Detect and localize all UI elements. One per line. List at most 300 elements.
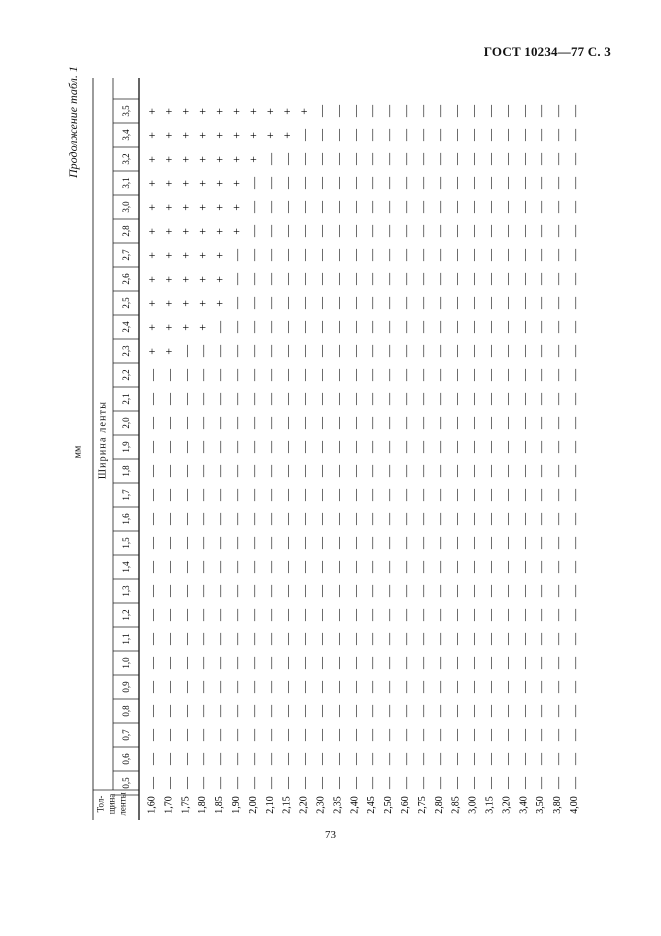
thickness-label-1-75: 1,75 xyxy=(180,796,192,814)
cell-plus: + xyxy=(148,152,156,166)
cell-dash: — xyxy=(567,681,582,693)
cell-dash: — xyxy=(178,441,193,453)
cell-dash: — xyxy=(297,633,312,645)
cell-dash: — xyxy=(212,345,227,357)
cell-dash: — xyxy=(533,321,548,333)
cell-dash: — xyxy=(246,225,261,237)
cell-dash: — xyxy=(364,201,379,213)
cell-dash: — xyxy=(415,177,430,189)
cell-dash: — xyxy=(314,729,328,741)
cell-dash: — xyxy=(330,225,345,237)
cell-dash: — xyxy=(415,201,430,213)
cell-dash: — xyxy=(297,225,312,237)
cell-dash: — xyxy=(415,249,430,261)
cell-dash: — xyxy=(466,177,481,189)
cell-dash: — xyxy=(415,105,430,117)
width-label-1-6: 1,6 xyxy=(121,513,131,525)
cell-plus: + xyxy=(199,248,207,262)
cell-dash: — xyxy=(432,393,447,405)
cell-dash: — xyxy=(483,465,497,477)
cell-dash: — xyxy=(483,225,497,237)
cell-dash: — xyxy=(398,513,413,525)
cell-dash: — xyxy=(229,561,244,573)
width-label-3-2: 3,2 xyxy=(121,153,131,165)
cell-plus: + xyxy=(216,128,223,142)
cell-dash: — xyxy=(246,609,261,621)
cell-dash: — xyxy=(483,489,497,501)
cell-dash: — xyxy=(347,537,362,549)
cell-dash: — xyxy=(229,729,244,741)
cell-dash: — xyxy=(499,273,514,286)
cell-dash: — xyxy=(550,273,565,285)
cell-plus: + xyxy=(165,296,173,310)
cell-dash: — xyxy=(246,273,261,285)
cell-dash: — xyxy=(415,225,430,237)
width-label-2-3: 2,3 xyxy=(121,345,131,357)
cell-dash: — xyxy=(432,369,447,381)
cell-dash: — xyxy=(280,657,295,669)
cell-dash: — xyxy=(483,681,497,693)
cell-dash: — xyxy=(499,585,514,597)
cell-dash: — xyxy=(145,537,159,549)
cell-dash: — xyxy=(364,345,379,357)
cell-dash: — xyxy=(297,321,312,333)
cell-dash: — xyxy=(161,417,176,429)
cell-dash: — xyxy=(466,777,481,789)
cell-dash: — xyxy=(567,297,582,309)
cell-dash: — xyxy=(314,153,328,165)
thickness-label-2-30: 2,30 xyxy=(315,796,327,814)
cell-dash: — xyxy=(449,489,464,501)
cell-dash: — xyxy=(145,561,159,573)
cell-dash: — xyxy=(449,273,464,285)
cell-dash: — xyxy=(280,297,295,309)
cell-dash: — xyxy=(415,465,430,477)
cell-dash: — xyxy=(178,489,193,501)
cell-dash: — xyxy=(415,777,430,789)
cell-dash: — xyxy=(415,441,430,453)
cell-dash: — xyxy=(432,729,447,741)
cell-dash: — xyxy=(567,537,582,549)
cell-dash: — xyxy=(398,105,413,117)
cell-dash: — xyxy=(178,609,193,621)
cell-dash: — xyxy=(567,321,582,333)
cell-plus: + xyxy=(148,248,156,262)
cell-dash: — xyxy=(381,177,396,189)
cell-dash: — xyxy=(381,201,396,213)
cell-dash: — xyxy=(314,633,328,645)
cell-dash: — xyxy=(466,369,481,381)
cell-plus: + xyxy=(266,104,274,118)
cell-dash: — xyxy=(246,657,261,669)
cell-dash: — xyxy=(330,297,345,309)
cell-dash: — xyxy=(550,177,565,189)
cell-dash: — xyxy=(516,249,531,261)
cell-dash: — xyxy=(449,321,464,333)
cell-dash: — xyxy=(567,345,582,357)
cell-dash: — xyxy=(415,705,430,717)
cell-dash: — xyxy=(347,369,362,381)
cell-plus: + xyxy=(250,104,257,118)
width-label-1-9: 1,9 xyxy=(121,441,131,453)
cell-dash: — xyxy=(330,465,345,477)
cell-dash: — xyxy=(516,273,531,285)
cell-dash: — xyxy=(516,705,531,717)
cell-dash: — xyxy=(178,681,193,693)
cell-dash: — xyxy=(263,513,278,525)
cell-dash: — xyxy=(280,249,295,261)
cell-dash: — xyxy=(330,129,345,141)
cell-dash: — xyxy=(483,129,497,141)
cell-dash: — xyxy=(347,177,362,189)
cell-dash: — xyxy=(347,513,362,525)
cell-dash: — xyxy=(466,465,481,477)
cell-dash: — xyxy=(381,393,396,405)
cell-dash: — xyxy=(533,753,548,765)
cell-dash: — xyxy=(483,777,497,789)
cell-dash: — xyxy=(499,225,514,238)
cell-dash: — xyxy=(449,105,464,117)
cell-dash: — xyxy=(364,561,379,573)
cell-dash: — xyxy=(432,537,447,549)
thickness-label-1-60: 1,60 xyxy=(146,796,158,814)
cell-dash: — xyxy=(195,729,210,741)
cell-plus: + xyxy=(233,104,240,118)
cell-dash: — xyxy=(330,753,345,765)
cell-dash: — xyxy=(161,633,176,645)
cell-dash: — xyxy=(263,225,278,237)
cell-plus: + xyxy=(216,272,223,286)
cell-dash: — xyxy=(567,729,582,741)
cell-dash: — xyxy=(263,561,278,573)
cell-dash: — xyxy=(178,369,193,381)
cell-dash: — xyxy=(280,321,295,333)
cell-dash: — xyxy=(229,777,244,789)
cell-dash: — xyxy=(398,729,413,741)
cell-dash: — xyxy=(246,369,261,381)
cell-dash: — xyxy=(161,393,176,405)
cell-dash: — xyxy=(161,513,176,525)
cell-dash: — xyxy=(178,513,193,525)
cell-plus: + xyxy=(182,128,190,142)
cell-dash: — xyxy=(347,729,362,741)
cell-dash: — xyxy=(280,441,295,453)
cell-dash: — xyxy=(297,345,312,357)
thickness-label-3-00: 3,00 xyxy=(467,796,479,814)
cell-dash: — xyxy=(449,513,464,525)
cell-dash: — xyxy=(449,201,464,213)
cell-dash: — xyxy=(145,681,159,693)
cell-dash: — xyxy=(533,177,548,189)
cell-dash: — xyxy=(516,537,531,549)
cell-dash: — xyxy=(229,513,244,525)
cell-dash: — xyxy=(280,705,295,717)
cell-dash: — xyxy=(297,681,312,693)
cell-dash: — xyxy=(195,657,210,669)
cell-dash: — xyxy=(263,633,278,645)
cell-dash: — xyxy=(466,441,481,453)
cell-dash: — xyxy=(415,129,430,141)
width-label-1-2: 1,2 xyxy=(121,609,131,621)
cell-dash: — xyxy=(381,777,396,789)
cell-dash: — xyxy=(449,153,464,165)
cell-dash: — xyxy=(567,369,582,381)
cell-dash: — xyxy=(314,609,328,621)
cell-dash: — xyxy=(381,105,396,117)
cell-dash: — xyxy=(381,705,396,717)
cell-dash: — xyxy=(381,465,396,477)
cell-dash: — xyxy=(195,369,210,381)
cell-dash: — xyxy=(212,657,227,669)
cell-dash: — xyxy=(550,105,565,117)
cell-dash: — xyxy=(567,225,582,237)
cell-dash: — xyxy=(483,393,497,405)
cell-dash: — xyxy=(567,441,582,453)
cell-dash: — xyxy=(314,273,328,285)
cell-dash: — xyxy=(314,465,328,477)
cell-plus: + xyxy=(199,272,207,286)
cell-dash: — xyxy=(178,393,193,405)
cell-dash: — xyxy=(398,633,413,645)
cell-dash: — xyxy=(466,681,481,693)
cell-dash: — xyxy=(432,609,447,621)
cell-dash: — xyxy=(381,129,396,141)
cell-dash: — xyxy=(550,729,565,741)
cell-dash: — xyxy=(212,441,227,453)
cell-dash: — xyxy=(516,345,531,357)
cell-dash: — xyxy=(533,369,548,381)
cell-dash: — xyxy=(466,153,481,165)
cell-plus: + xyxy=(233,224,240,238)
cell-dash: — xyxy=(398,561,413,573)
cell-dash: — xyxy=(550,129,565,141)
cell-dash: — xyxy=(364,513,379,525)
cell-dash: — xyxy=(533,513,548,525)
cell-plus: + xyxy=(148,176,156,190)
cell-dash: — xyxy=(533,681,548,693)
thickness-label-2-80: 2,80 xyxy=(433,796,445,814)
cell-dash: — xyxy=(347,105,362,117)
cell-dash: — xyxy=(364,729,379,741)
cell-dash: — xyxy=(297,729,312,741)
cell-dash: — xyxy=(550,417,565,429)
cell-dash: — xyxy=(280,633,295,645)
cell-dash: — xyxy=(398,273,413,285)
cell-dash: — xyxy=(347,633,362,645)
cell-dash: — xyxy=(297,273,312,285)
cell-dash: — xyxy=(499,537,514,549)
cell-dash: — xyxy=(516,777,531,789)
cell-dash: — xyxy=(466,513,481,525)
cell-dash: — xyxy=(483,441,497,453)
cell-dash: — xyxy=(297,489,312,501)
cell-dash: — xyxy=(381,513,396,525)
cell-plus: + xyxy=(216,296,223,310)
cell-dash: — xyxy=(297,201,312,213)
cell-dash: — xyxy=(246,417,261,429)
cell-dash: — xyxy=(314,777,328,789)
cell-dash: — xyxy=(347,321,362,333)
cell-dash: — xyxy=(449,561,464,573)
cell-dash: — xyxy=(229,657,244,669)
cell-dash: — xyxy=(347,345,362,357)
cell-dash: — xyxy=(550,225,565,237)
cell-dash: — xyxy=(161,777,176,789)
cell-dash: — xyxy=(466,561,481,573)
cell-dash: — xyxy=(364,225,379,237)
cell-dash: — xyxy=(499,201,514,214)
cell-plus: + xyxy=(233,128,240,142)
cell-dash: — xyxy=(466,201,481,213)
cell-dash: — xyxy=(178,465,193,477)
cell-dash: — xyxy=(516,753,531,765)
cell-plus: + xyxy=(182,176,190,190)
cell-dash: — xyxy=(449,705,464,717)
cell-dash: — xyxy=(567,249,582,261)
cell-dash: — xyxy=(178,705,193,717)
cell-dash: — xyxy=(314,705,328,717)
cell-dash: — xyxy=(161,465,176,477)
cell-dash: — xyxy=(449,129,464,141)
cell-dash: — xyxy=(263,273,278,285)
cell-dash: — xyxy=(314,561,328,573)
width-label-2-2: 2,2 xyxy=(121,369,131,381)
cell-dash: — xyxy=(483,105,497,117)
cell-dash: — xyxy=(533,633,548,645)
cell-dash: — xyxy=(432,345,447,357)
cell-dash: — xyxy=(483,321,497,333)
cell-dash: — xyxy=(449,729,464,741)
cell-dash: — xyxy=(381,417,396,429)
cell-plus: + xyxy=(165,248,173,262)
cell-dash: — xyxy=(145,465,159,477)
cell-dash: — xyxy=(499,489,514,502)
thickness-label-3-80: 3,80 xyxy=(552,796,564,814)
cell-dash: — xyxy=(499,609,514,621)
cell-dash: — xyxy=(246,513,261,525)
cell-dash: — xyxy=(161,441,176,453)
cell-dash: — xyxy=(263,753,278,765)
cell-dash: — xyxy=(263,729,278,741)
cell-dash: — xyxy=(432,705,447,717)
cell-dash: — xyxy=(280,777,295,789)
cell-dash: — xyxy=(314,537,328,549)
cell-dash: — xyxy=(381,561,396,573)
cell-plus: + xyxy=(182,248,190,262)
cell-dash: — xyxy=(533,705,548,717)
cell-dash: — xyxy=(550,489,565,501)
cell-dash: — xyxy=(161,585,176,597)
cell-dash: — xyxy=(381,537,396,549)
cell-dash: — xyxy=(381,273,396,285)
cell-dash: — xyxy=(178,561,193,573)
cell-dash: — xyxy=(212,561,227,573)
width-label-1-1: 1,1 xyxy=(121,633,131,645)
cell-dash: — xyxy=(347,465,362,477)
cell-dash: — xyxy=(432,465,447,477)
cell-dash: — xyxy=(280,489,295,501)
cell-dash: — xyxy=(364,321,379,333)
cell-dash: — xyxy=(145,729,159,741)
cell-dash: — xyxy=(449,177,464,189)
cell-dash: — xyxy=(398,777,413,789)
cell-dash: — xyxy=(516,129,531,141)
cell-dash: — xyxy=(297,465,312,477)
cell-dash: — xyxy=(415,585,430,597)
cell-dash: — xyxy=(347,273,362,285)
cell-dash: — xyxy=(263,321,278,333)
cell-dash: — xyxy=(533,201,548,213)
cell-plus: + xyxy=(199,320,207,334)
width-label-2-5: 2,5 xyxy=(121,297,131,309)
width-label-0-6: 0,6 xyxy=(121,753,131,765)
cell-dash: — xyxy=(330,585,345,597)
cell-dash: — xyxy=(297,585,312,597)
cell-dash: — xyxy=(280,753,295,765)
cell-dash: — xyxy=(381,609,396,621)
thickness-label-2-50: 2,50 xyxy=(383,796,395,814)
cell-dash: — xyxy=(415,393,430,405)
cell-dash: — xyxy=(550,369,565,381)
cell-dash: — xyxy=(364,489,379,501)
cell-dash: — xyxy=(314,297,328,309)
cell-plus: + xyxy=(165,224,173,238)
cell-dash: — xyxy=(415,537,430,549)
cell-dash: — xyxy=(263,201,278,213)
cell-plus: + xyxy=(165,200,173,214)
thickness-label-2-00: 2,00 xyxy=(247,796,259,814)
cell-dash: — xyxy=(330,705,345,717)
cell-dash: — xyxy=(297,753,312,765)
cell-dash: — xyxy=(415,345,430,357)
cell-dash: — xyxy=(246,489,261,501)
cell-dash: — xyxy=(449,537,464,549)
cell-dash: — xyxy=(280,585,295,597)
cell-dash: — xyxy=(229,489,244,501)
cell-dash: — xyxy=(364,609,379,621)
cell-dash: — xyxy=(499,393,514,406)
cell-dash: — xyxy=(246,177,261,189)
cell-dash: — xyxy=(398,705,413,717)
cell-dash: — xyxy=(229,345,244,357)
cell-dash: — xyxy=(330,657,345,669)
cell-dash: — xyxy=(297,705,312,717)
cell-dash: — xyxy=(567,609,582,621)
cell-dash: — xyxy=(229,633,244,645)
cell-dash: — xyxy=(533,609,548,621)
cell-dash: — xyxy=(567,705,582,717)
cell-dash: — xyxy=(550,753,565,765)
cell-dash: — xyxy=(195,633,210,645)
cell-dash: — xyxy=(381,153,396,165)
cell-dash: — xyxy=(280,417,295,429)
cell-dash: — xyxy=(466,393,481,405)
cell-dash: — xyxy=(263,153,278,165)
cell-dash: — xyxy=(483,729,497,741)
cell-dash: — xyxy=(229,297,244,309)
thickness-label-1-90: 1,90 xyxy=(231,796,242,814)
cell-dash: — xyxy=(466,417,481,429)
cell-dash: — xyxy=(533,657,548,669)
cell-dash: — xyxy=(263,297,278,309)
cell-dash: — xyxy=(398,225,413,237)
cell-dash: — xyxy=(195,537,210,549)
cell-dash: — xyxy=(229,753,244,765)
cell-dash: — xyxy=(466,657,481,669)
cell-dash: — xyxy=(297,537,312,549)
cell-dash: — xyxy=(398,129,413,141)
cell-dash: — xyxy=(550,321,565,333)
